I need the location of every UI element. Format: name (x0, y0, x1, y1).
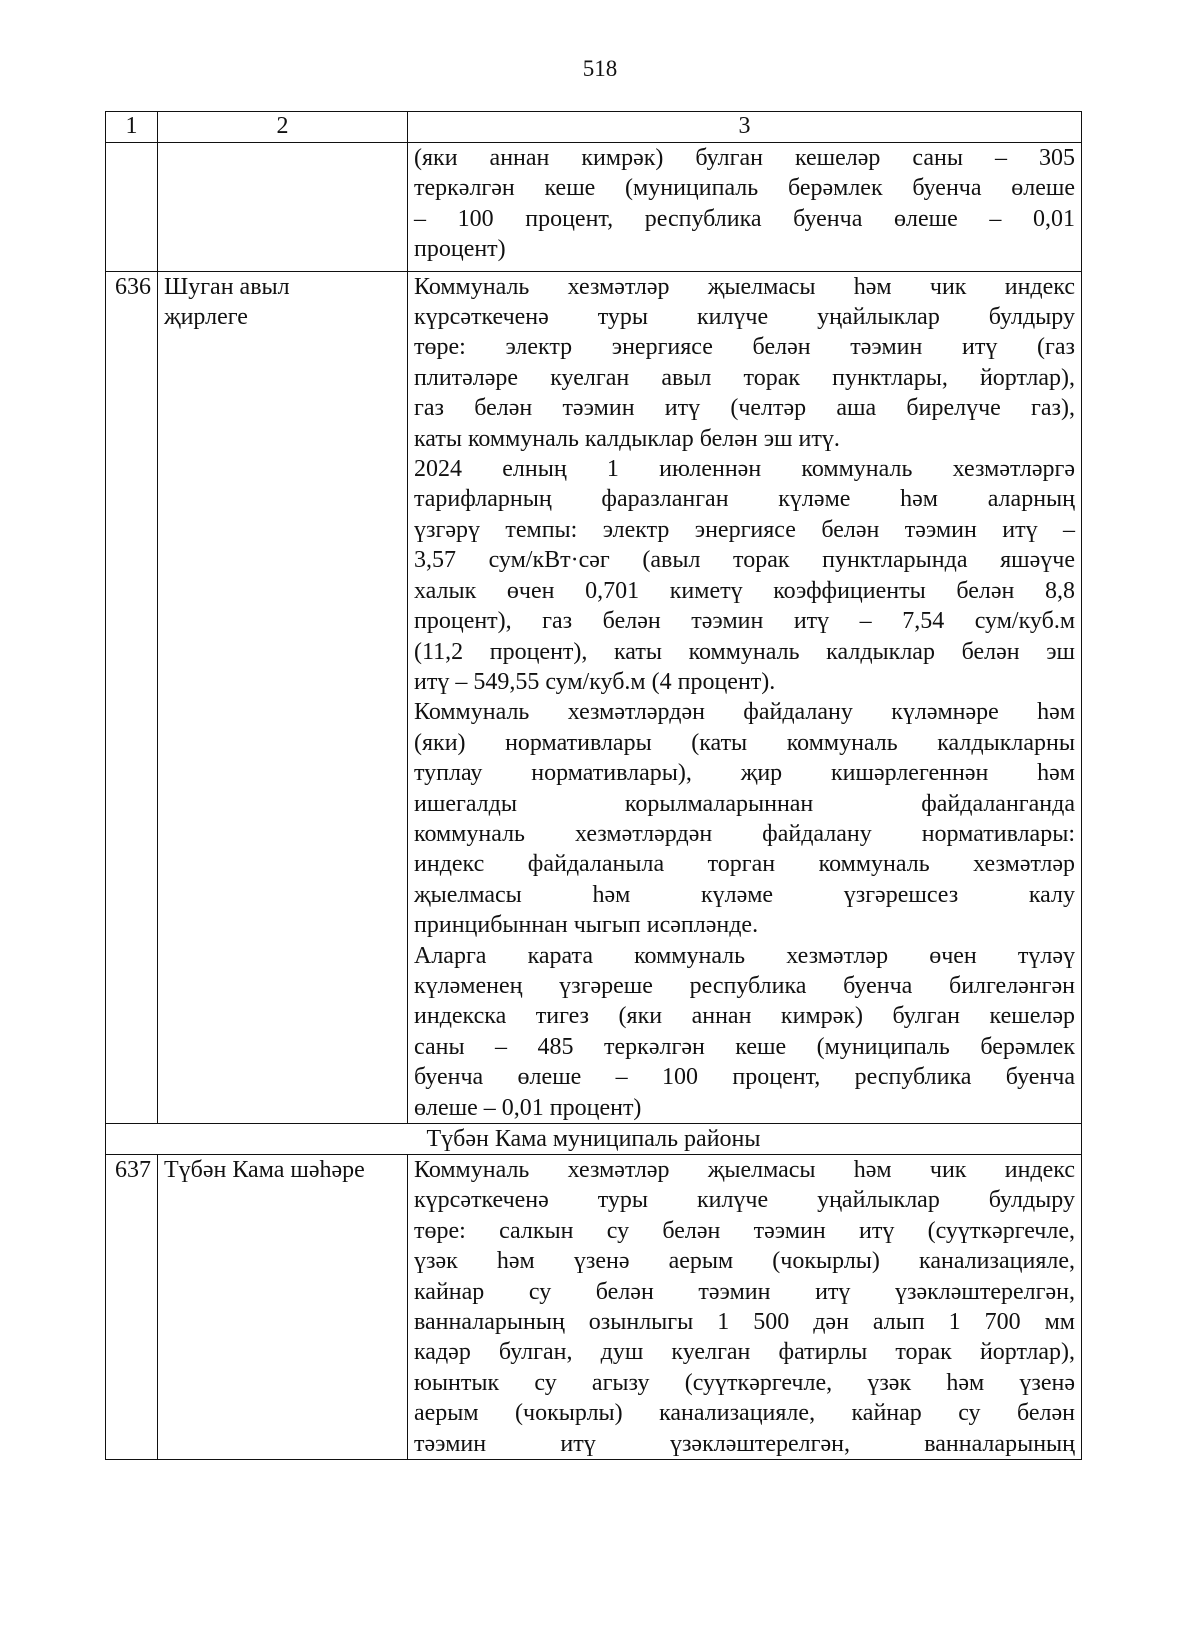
text-line: индекс файдаланыла торган коммуналь хезмәтләр (414, 851, 1075, 878)
name-line: Түбән Кама шәһәре (164, 1157, 365, 1183)
text-line: процент) (414, 236, 506, 263)
text-line: 2024 елның 1 июленнән коммуналь хезмәтләргә (414, 456, 1075, 483)
text-line: Аларга карата коммуналь хезмәтләр өчен түләү (414, 942, 1075, 969)
text-line: күләменең үзгәреше республика буенча билгеләнгән (414, 972, 1075, 999)
text-line: принцибыннан чыгып исәпләнде. (414, 912, 759, 939)
text-line: (11,2 процент), каты коммуналь калдыклар белән эш (414, 638, 1075, 665)
description-cell (408, 1155, 1082, 1460)
text-line: кайнар су белән тәэмин итү үзәкләштерелгән, (414, 1278, 1075, 1305)
text-line: – 100 процент, республика буенча өлеше – 0,01 (414, 205, 1075, 232)
paragraph-tariffs (414, 454, 1075, 697)
text-line: аерым (чокырлы) канализацияле, кайнар су белән (414, 1400, 1075, 1427)
text-line: (яки) нормативлары (каты коммуналь калдыкларны (414, 729, 1075, 756)
text-line: күрсәткеченә туры килүче уңайлыклар булдыру (414, 304, 1075, 331)
text-line: тарифларның фаразланган күләме һәм аларның (414, 486, 1075, 513)
text-line: үзгәрү темпы: электр энергиясе белән тәэмин итү – (414, 516, 1075, 543)
description-cell (408, 271, 1082, 1123)
table-row-636 (106, 271, 1082, 1123)
text-line: (яки аннан кимрәк) булган кешеләр саны – 305 (414, 145, 1075, 171)
text-line: күрсәткеченә туры килүче уңайлыклар булдыру (414, 1187, 1075, 1214)
continuation-text-cell (408, 143, 1082, 272)
header-col-1: 1 (106, 112, 158, 143)
text-line: каты коммуналь калдыклар белән эш итү. (414, 425, 840, 452)
text-line: буенча өлеше – 100 процент, республика буенча (414, 1064, 1075, 1091)
text-line: процент), газ белән тәэмин итү – 7,54 сум/куб.м (414, 608, 1075, 635)
text-line: җыелмасы һәм күләме үзгәрешсез калу (414, 881, 1075, 908)
municipality-name (158, 1155, 408, 1460)
section-row (106, 1124, 1082, 1155)
text-line: газ белән тәэмин итү (челтәр аша бирелүче газ), (414, 395, 1075, 422)
text-line: кадәр булган, душ куелган фатирлы торак йортлар), (414, 1339, 1075, 1366)
text-line: Коммуналь хезмәтләр җыелмасы һәм чик индекс (414, 273, 1075, 300)
text-line: үзәк һәм үзенә аерым (чокырлы) канализацияле, (414, 1248, 1075, 1275)
text-line: өлеше – 0,01 процент) (414, 1094, 642, 1121)
name-line: Шуган авыл (164, 273, 290, 300)
municipality-name (158, 271, 408, 1123)
paragraph-population (414, 941, 1075, 1123)
section-title: Түбән Кама муниципаль районы (106, 1124, 1082, 1155)
text-line: саны – 485 теркәлгән кеше (муниципаль берәмлек (414, 1033, 1075, 1060)
text-line: төре: салкын су белән тәэмин итү (суүткәргечле, (414, 1217, 1075, 1244)
continuation-num-cell (106, 143, 158, 272)
page-number: 518 (582, 56, 618, 81)
continuation-row (106, 143, 1082, 272)
text-line: теркәлгән кеше (муниципаль берәмлек буенча өлеше (414, 175, 1075, 202)
header-col-3: 3 (408, 112, 1082, 143)
continuation-name-cell (158, 143, 408, 272)
header-row (106, 112, 1082, 143)
paragraph-norms (414, 697, 1075, 940)
text-line: Коммуналь хезмәтләрдән файдалану күләмнәре һәм (414, 699, 1075, 726)
text-line: итү – 549,55 сум/куб.м (4 процент). (414, 668, 776, 695)
paragraph-amenities (414, 272, 1075, 454)
text-line: 3,57 сум/кВт·сәг (авыл торак пунктларында яшәүче (414, 547, 1075, 574)
text-line: тәэмин итү үзәкләштерелгән, ванналарының (414, 1430, 1075, 1457)
name-line: җирлеге (164, 304, 248, 331)
table-row-637 (106, 1155, 1082, 1460)
text-line: юынтык су агызу (суүткәргечле, үзәк һәм үзенә (414, 1369, 1075, 1396)
row-number: 636 (106, 271, 158, 1123)
text-line: Коммуналь хезмәтләр җыелмасы һәм чик индекс (414, 1157, 1075, 1183)
text-line: ванналарының озынлыгы 1 500 дән алып 1 700 мм (414, 1309, 1075, 1336)
text-line: плитәләре куелган авыл торак пунктлары, йортлар), (414, 364, 1075, 391)
text-line: ишегалды корылмаларыннан файдаланганда (414, 790, 1075, 817)
text-line: туплау нормативлары), җир кишәрлегеннән һәм (414, 760, 1075, 787)
row-number: 637 (106, 1155, 158, 1460)
text-line: халык өчен 0,701 киметү коэффициенты белән 8,8 (414, 577, 1075, 604)
header-col-2: 2 (158, 112, 408, 143)
tariff-table (105, 111, 1082, 1460)
text-line: коммуналь хезмәтләрдән файдалану нормативлары: (414, 820, 1075, 847)
text-line: индекска тигез (яки аннан кимрәк) булган кешеләр (414, 1003, 1075, 1030)
text-line: төре: электр энергиясе белән тәэмин итү (газ (414, 334, 1075, 361)
